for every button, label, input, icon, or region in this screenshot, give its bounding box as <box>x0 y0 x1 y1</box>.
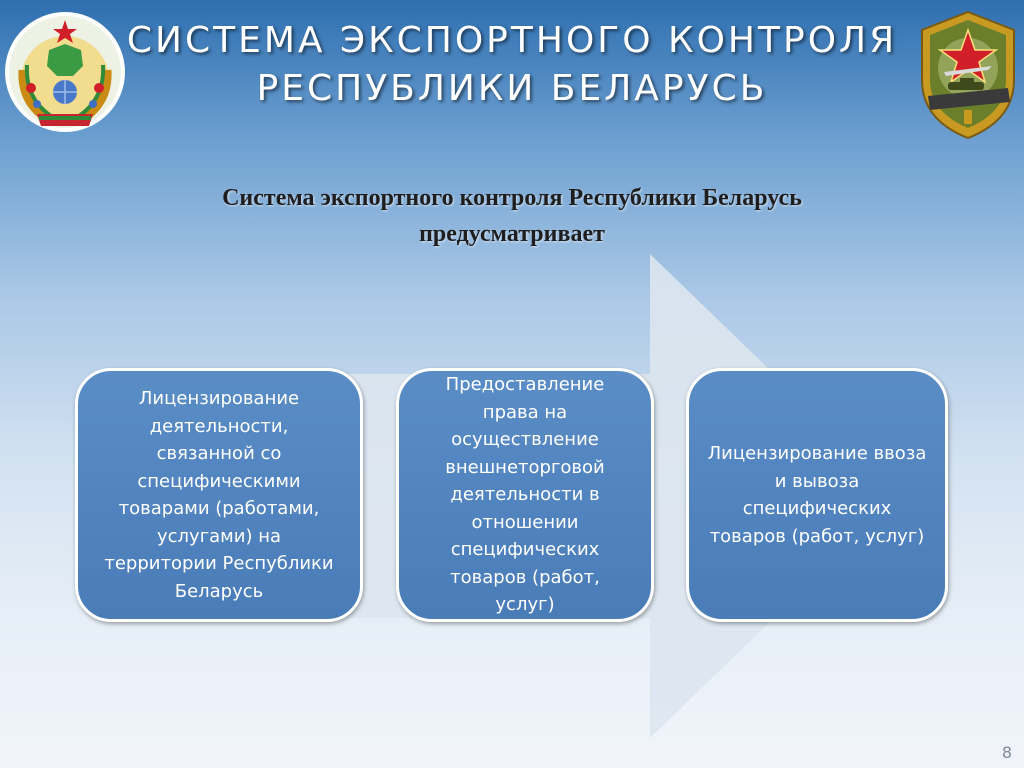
card-text: Лицензирование ввоза и вывоза специфических товаров (работ, услуг) <box>707 443 927 547</box>
card-text: Предоставление права на осуществление внешнеторговой деятельности в отношении специфических товаров (работ, услуг) <box>445 374 605 616</box>
page-number: 8 <box>1001 743 1012 762</box>
slide-title-line1: СИСТЕМА ЭКСПОРТНОГО КОНТРОЛЯ <box>126 20 898 61</box>
subtitle-line1: Система экспортного контроля Республики Беларусь <box>222 185 802 211</box>
card-foreign-trade-rights <box>396 368 654 622</box>
card-import-export-licensing <box>686 368 948 622</box>
card-text: Лицензирование деятельности, связанной со специфическими товарами (работами, услугами) на территории Республики Беларусь <box>104 388 334 602</box>
card-activity-licensing <box>75 368 363 622</box>
subtitle-line2: предусматривает <box>419 221 605 247</box>
slide-title-line2: РЕСПУБЛИКИ БЕЛАРУСЬ <box>256 68 768 109</box>
